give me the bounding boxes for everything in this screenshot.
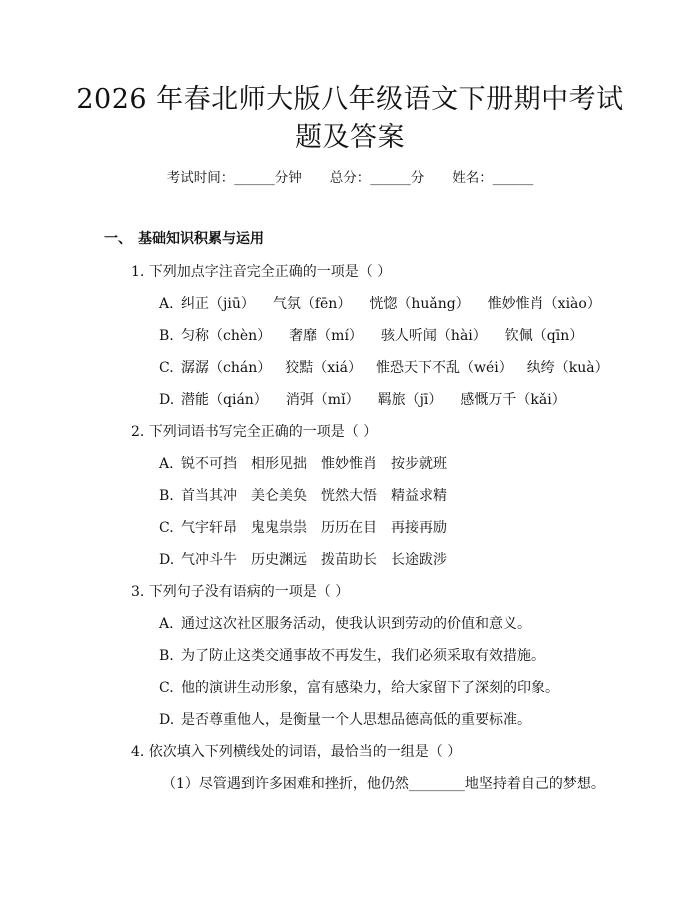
option-item: 美仑美奂 xyxy=(251,488,307,504)
question-4-stem: 4. 依次填入下列横线处的词语，最恰当的一组是（ ） xyxy=(131,744,462,760)
option-item: 纨绔（kuà） xyxy=(526,360,609,376)
question-1-option-a xyxy=(159,294,601,314)
question-1-stem: 1. 下列加点字注音完全正确的一项是（ ） xyxy=(131,264,392,280)
option-item: 潺潺（chán） xyxy=(181,360,272,376)
option-letter: A. xyxy=(159,296,174,312)
question-2-stem: 2. 下列词语书写完全正确的一项是（ ） xyxy=(131,424,378,440)
option-item: 惟恐天下不乱（wéi） xyxy=(375,360,513,376)
option-letter: B. xyxy=(159,328,174,344)
option-item: 他的演讲生动形象，富有感染力，给大家留下了深刻的印象。 xyxy=(181,680,559,696)
option-item: 奢靡（mí） xyxy=(289,328,363,344)
option-item: 惟妙惟肖 xyxy=(321,456,377,472)
option-item: 恍惚（huǎng） xyxy=(369,296,470,312)
exam-name: 姓名：______ xyxy=(452,170,534,186)
exam-title-line2: 题及答案 xyxy=(295,122,405,153)
option-letter: A. xyxy=(159,456,174,472)
option-letter: B. xyxy=(159,648,174,664)
option-letter: D. xyxy=(159,552,175,568)
question-3-option-c xyxy=(159,678,559,698)
option-letter: D. xyxy=(159,392,175,408)
option-letter: C. xyxy=(159,520,174,536)
option-item: 锐不可挡 xyxy=(181,456,237,472)
question-2-option-a xyxy=(159,454,447,474)
question-3-stem: 3. 下列句子没有语病的一项是（ ） xyxy=(131,584,350,600)
option-item: 按步就班 xyxy=(391,456,447,472)
option-item: 气氛（fēn） xyxy=(272,296,352,312)
option-letter: C. xyxy=(159,680,174,696)
option-letter: D. xyxy=(159,712,175,728)
option-item: 是否尊重他人，是衡量一个人思想品德高低的重要标准。 xyxy=(181,712,531,728)
option-item: 气冲斗牛 xyxy=(181,552,237,568)
question-1-option-d xyxy=(159,390,566,410)
option-item: 感慨万千（kǎi） xyxy=(460,392,566,408)
option-item: 潜能（qián） xyxy=(181,392,268,408)
question-1-option-c xyxy=(159,358,609,378)
exam-time: 考试时间：______分钟 xyxy=(166,170,302,186)
option-item: 再接再励 xyxy=(391,520,447,536)
option-item: 相形见拙 xyxy=(251,456,307,472)
exam-total-score: 总分：______分 xyxy=(329,170,425,186)
question-2-option-c xyxy=(159,518,447,538)
option-item: 气宇轩昂 xyxy=(181,520,237,536)
question-3-option-d xyxy=(159,710,531,730)
section-title: 基础知识积累与运用 xyxy=(138,231,264,247)
option-item: 消弭（mǐ） xyxy=(285,392,360,408)
question-2-option-d xyxy=(159,550,447,570)
question-1-option-b xyxy=(159,326,583,346)
option-item: 骇人听闻（hài） xyxy=(380,328,487,344)
option-item: 匀称（chèn） xyxy=(181,328,272,344)
option-letter: A. xyxy=(159,616,174,632)
exam-info xyxy=(0,168,700,188)
question-4-subitem-1: （1）尽管遇到许多困难和挫折，他仍然________地坚持着自己的梦想。 xyxy=(162,776,605,792)
section-number: 一、 xyxy=(104,231,132,247)
option-item: 历历在目 xyxy=(321,520,377,536)
option-item: 钦佩（qīn） xyxy=(504,328,584,344)
exam-title-line1: 2026 年春北师大版八年级语文下册期中考试 xyxy=(76,84,624,115)
question-3-option-a xyxy=(159,614,531,634)
option-letter: C. xyxy=(159,360,174,376)
option-item: 鬼鬼祟祟 xyxy=(251,520,307,536)
section-heading xyxy=(104,229,264,249)
option-item: 首当其冲 xyxy=(181,488,237,504)
option-item: 长途跋涉 xyxy=(391,552,447,568)
option-item: 纠正（jiū） xyxy=(181,296,255,312)
option-item: 拨苗助长 xyxy=(321,552,377,568)
option-item: 通过这次社区服务活动，使我认识到劳动的价值和意义。 xyxy=(181,616,531,632)
option-item: 精益求精 xyxy=(391,488,447,504)
option-letter: B. xyxy=(159,488,174,504)
question-3-option-b xyxy=(159,646,545,666)
option-item: 惟妙惟肖（xiào） xyxy=(487,296,601,312)
option-item: 为了防止这类交通事故不再发生，我们必须采取有效措施。 xyxy=(181,648,545,664)
option-item: 狡黠（xiá） xyxy=(285,360,362,376)
question-2-option-b xyxy=(159,486,447,506)
option-item: 恍然大悟 xyxy=(321,488,377,504)
option-item: 历史渊远 xyxy=(251,552,307,568)
option-item: 羁旅（jī） xyxy=(377,392,443,408)
